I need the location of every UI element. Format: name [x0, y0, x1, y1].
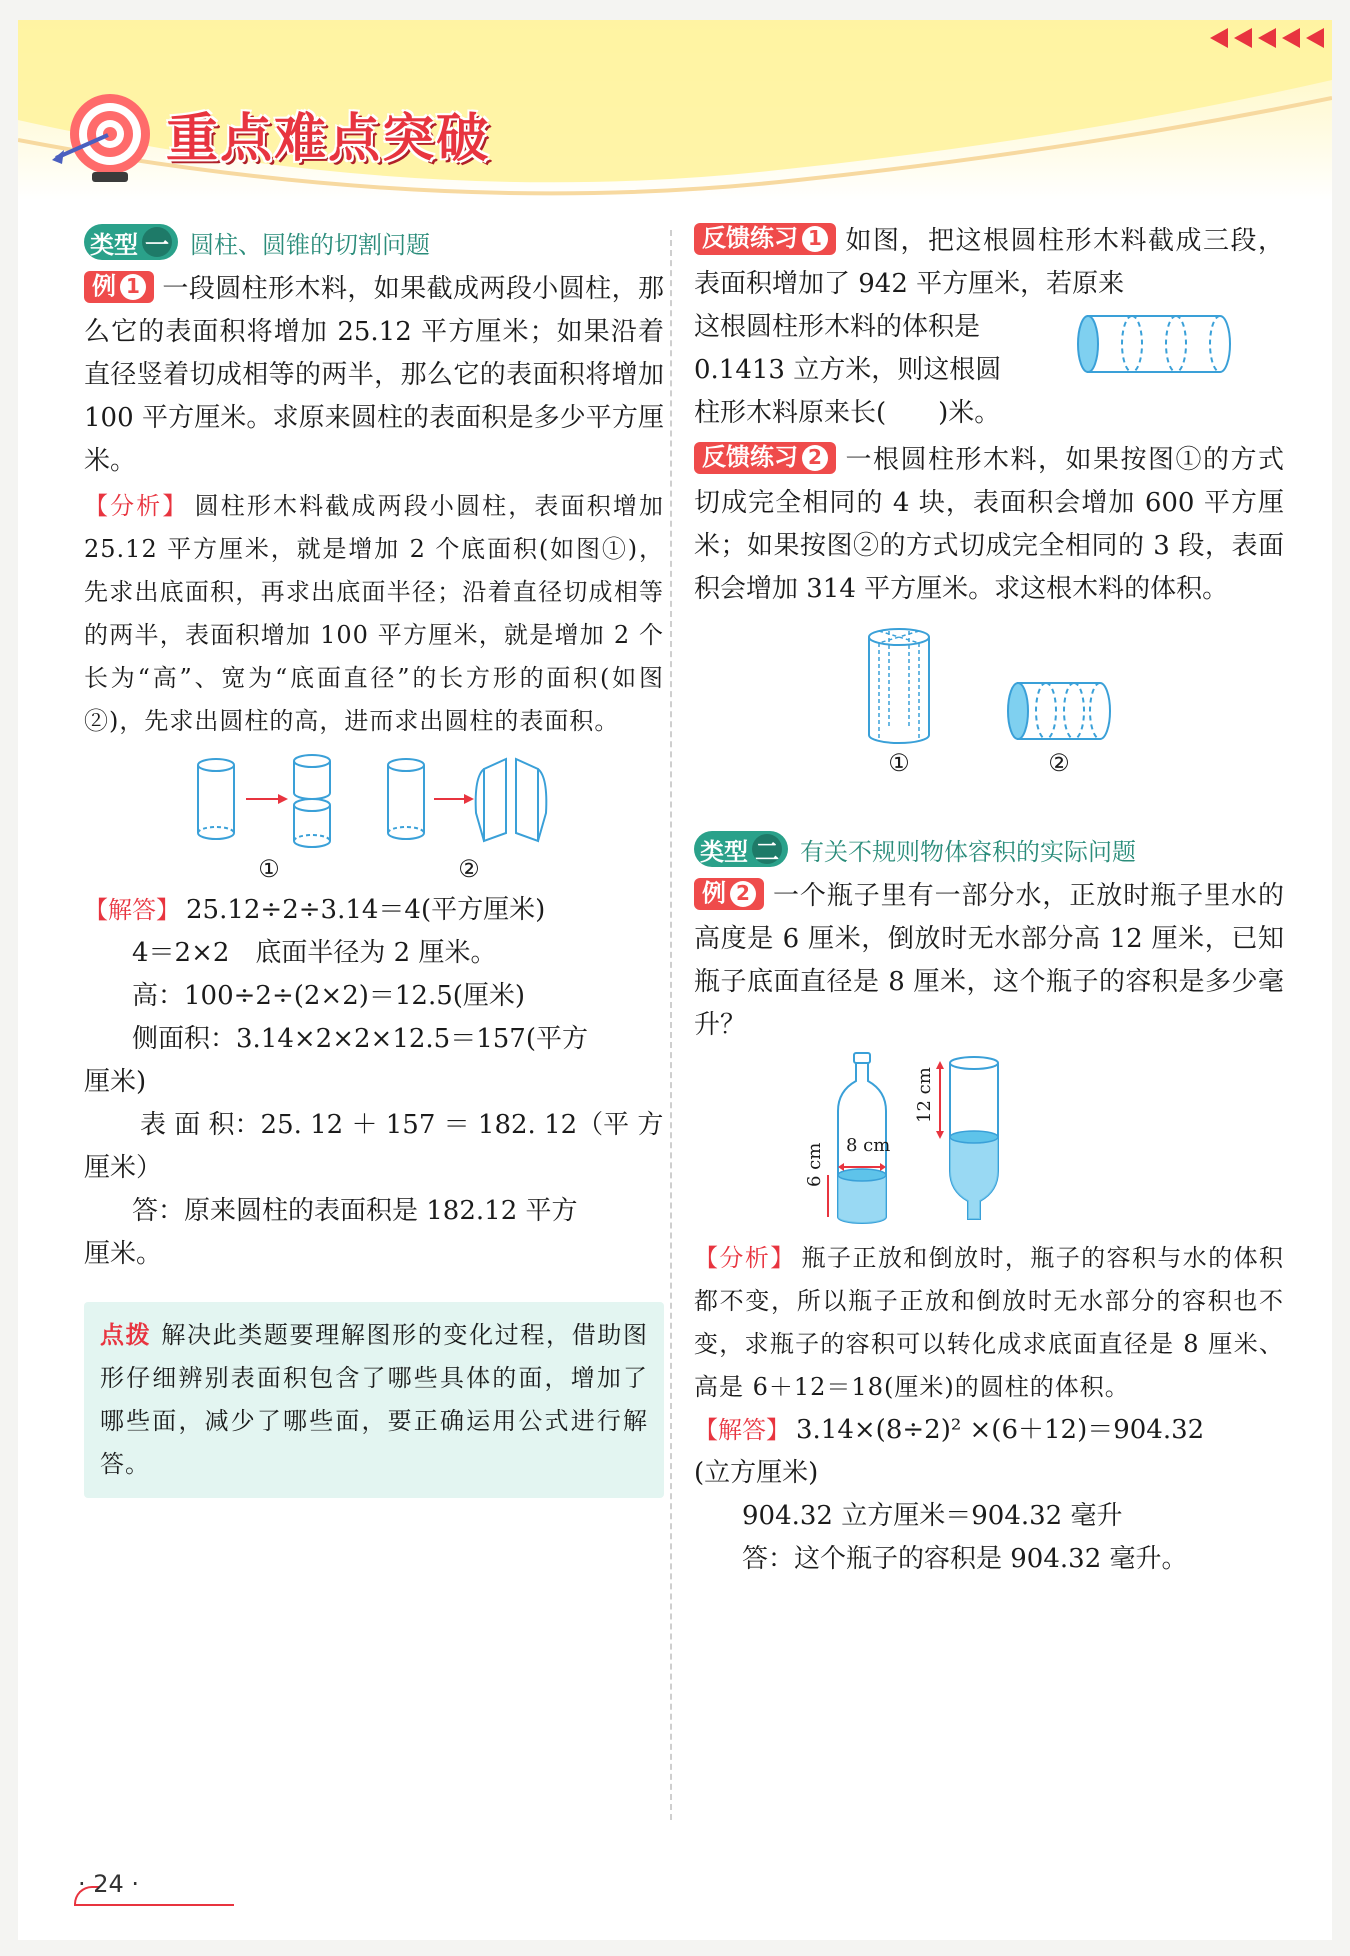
- example-text: 一段圆柱形木料，如果截成两段小圆柱，那么它的表面积将增加 25.12 平方厘米；如果沿着直径竖着切成相等的两半，那么它的表面积将增加 100 平方厘米。求原来圆柱的表面积是多少平方厘米。: [84, 274, 664, 476]
- figure-label: ②: [458, 855, 480, 883]
- tip-tag: 点拨: [100, 1321, 152, 1349]
- practice-tag-label: 反馈练习: [702, 224, 798, 252]
- arrow-left-icon: [1306, 28, 1324, 48]
- bottle-figure: [694, 1051, 1284, 1231]
- empty-height-label: 12 cm: [914, 1067, 935, 1123]
- example-2: [694, 875, 1284, 1047]
- header-banner: [18, 20, 1332, 200]
- practice-1-line: 0.1413 立方米，则这根圆: [694, 355, 1002, 385]
- solution-2: [694, 1409, 1284, 1581]
- figure-2: [1004, 627, 1114, 777]
- type-heading: [84, 220, 664, 264]
- type-badge-label: 类型: [90, 230, 138, 259]
- solution-line: 厘米。: [84, 1239, 163, 1269]
- solution-line: [694, 1409, 1284, 1452]
- tip-body: 解决此类题要理解图形的变化过程，借助图形仔细辨别表面积包含了哪些具体的面，增加了哪些面，减少了哪些面，要正确运用公式进行解答。: [100, 1321, 649, 1478]
- arrow-decoration: [1210, 28, 1324, 58]
- analysis-2: [694, 1237, 1284, 1409]
- practice-tag-number: 2: [802, 445, 828, 471]
- diameter-label: 8 cm: [846, 1135, 891, 1156]
- arrow-left-icon: [1258, 28, 1276, 48]
- arrow-left-icon: [1210, 28, 1228, 48]
- page-number: · 24 ·: [78, 1870, 140, 1898]
- cylinder-figures: [84, 753, 664, 883]
- practice-2-figures: [694, 627, 1284, 777]
- example-tag: [84, 271, 154, 303]
- analysis-text: 圆柱形木料截成两段小圆柱，表面积增加 25.12 平方厘米，就是增加 2 个底面积(如图①)，先求出底面积，再求出底面半径；沿着直径切成相等的两半，表面积增加 100 平方厘米，就是增加 2 个长为“高”、宽为“底面直径”的长方形的面积(如图②)，先求出圆柱的高，进而求出圆柱的表面积。: [84, 492, 665, 735]
- target-icon: [48, 88, 168, 188]
- solution-text: 3.14×(8÷2)² ×(6＋12)＝904.32: [796, 1415, 1205, 1445]
- figure-2: [384, 753, 554, 883]
- type-badge: [84, 224, 178, 260]
- practice-1-text: [694, 220, 1284, 306]
- cylinder-cut-horizontal-figure: [194, 753, 344, 853]
- type-badge-number: 二: [752, 834, 782, 864]
- cylinder-three-segments-figure: [1074, 310, 1234, 380]
- solution-line: 表 面 积：25. 12 ＋ 157 ＝ 182. 12（平 方: [140, 1110, 664, 1140]
- right-column: [694, 220, 1284, 1581]
- example-1: [84, 268, 664, 483]
- solution-line: 厘米）: [84, 1153, 163, 1183]
- solution-line: 答：这个瓶子的容积是 904.32 毫升。: [742, 1544, 1188, 1574]
- example-text: 一个瓶子里有一部分水，正放时瓶子里水的高度是 6 厘米，倒放时无水部分高 12 厘米，已知瓶子底面直径是 8 厘米，这个瓶子的容积是多少毫升？: [694, 881, 1284, 1040]
- arrow-left-icon: [1234, 28, 1252, 48]
- figure-1: [194, 753, 344, 883]
- cylinder-cut-vertical-figure: [384, 753, 554, 853]
- solution-line: 4＝2×2 底面半径为 2 厘米。: [132, 938, 497, 968]
- tip-text: [100, 1314, 648, 1486]
- solution-text: 25.12÷2÷3.14＝4(平方厘米): [186, 895, 546, 925]
- analysis-tag: 【分析】: [84, 492, 189, 520]
- cylinder-three-segments-figure: [1004, 677, 1114, 747]
- solution-line: [84, 889, 664, 932]
- solution-line: 侧面积：3.14×2×2×12.5＝157(平方: [132, 1024, 588, 1054]
- footer-line: [74, 1904, 234, 1906]
- solution-line: 高：100÷2÷(2×2)＝12.5(厘米): [132, 981, 526, 1011]
- type-badge: [694, 831, 788, 867]
- water-height-label: 6 cm: [804, 1142, 825, 1187]
- solution-tag: 【解答】: [84, 896, 180, 924]
- solution-line: 904.32 立方厘米＝904.32 毫升: [742, 1501, 1123, 1531]
- type-title: 有关不规则物体容积的实际问题: [800, 837, 1136, 866]
- example-tag-label: 例: [92, 272, 116, 300]
- solution-tag: 【解答】: [694, 1416, 790, 1444]
- figure-label: ①: [888, 749, 910, 777]
- section-title: 重点难点突破: [166, 109, 491, 169]
- tip-box: [84, 1302, 664, 1498]
- figure-label: ②: [1048, 749, 1070, 777]
- example-tag-label: 例: [702, 879, 726, 907]
- cylinder-four-pieces-figure: [864, 627, 934, 747]
- practice-tag: [694, 223, 836, 255]
- practice-2-text: [694, 439, 1284, 611]
- type-badge-number: 一: [142, 227, 172, 257]
- analysis-1: [84, 485, 664, 743]
- practice-tag: [694, 442, 836, 474]
- type-badge-label: 类型: [700, 837, 748, 866]
- column-divider: [670, 230, 672, 1820]
- figure-label: ①: [258, 855, 280, 883]
- practice-tag-number: 1: [802, 226, 828, 252]
- practice-1: [694, 220, 1284, 435]
- arrow-left-icon: [1282, 28, 1300, 48]
- solution-line: (立方厘米): [694, 1458, 819, 1488]
- practice-1-line: 柱形木料原来长( )米。: [694, 398, 1001, 428]
- practice-tag-label: 反馈练习: [702, 443, 798, 471]
- analysis-tag: 【分析】: [694, 1244, 796, 1272]
- example-tag-number: 1: [120, 274, 146, 300]
- analysis-text: 瓶子正放和倒放时，瓶子的容积与水的体积都不变，所以瓶子正放和倒放时无水部分的容积也不变，求瓶子的容积可以转化成求底面直径是 8 厘米、高是 6＋12＝18(厘米)的圆柱的体积。: [694, 1244, 1285, 1401]
- solution-line: 厘米): [84, 1067, 147, 1097]
- type-title: 圆柱、圆锥的切割问题: [190, 230, 430, 259]
- solution-line: 答：原来圆柱的表面积是 182.12 平方: [132, 1196, 578, 1226]
- practice-2-body: 一根圆柱形木料，如果按图①的方式切成完全相同的 4 块，表面积会增加 600 平方厘米；如果按图②的方式切成完全相同的 3 段，表面积会增加 314 平方厘米。求这根木料的体积。: [694, 445, 1284, 604]
- practice-2: [694, 439, 1284, 777]
- practice-1-text-a: 如图，把这根圆柱形木料截成三段，表面积增加了 942 平方厘米，若原来: [694, 226, 1284, 299]
- practice-1-line: 这根圆柱形木料的体积是: [694, 312, 981, 342]
- page: [18, 20, 1332, 1940]
- example-tag: [694, 878, 764, 910]
- type-heading: [694, 827, 1284, 871]
- solution-1: [84, 889, 664, 1276]
- left-column: [84, 220, 664, 1498]
- figure-1: [864, 627, 934, 777]
- example-tag-number: 2: [730, 881, 756, 907]
